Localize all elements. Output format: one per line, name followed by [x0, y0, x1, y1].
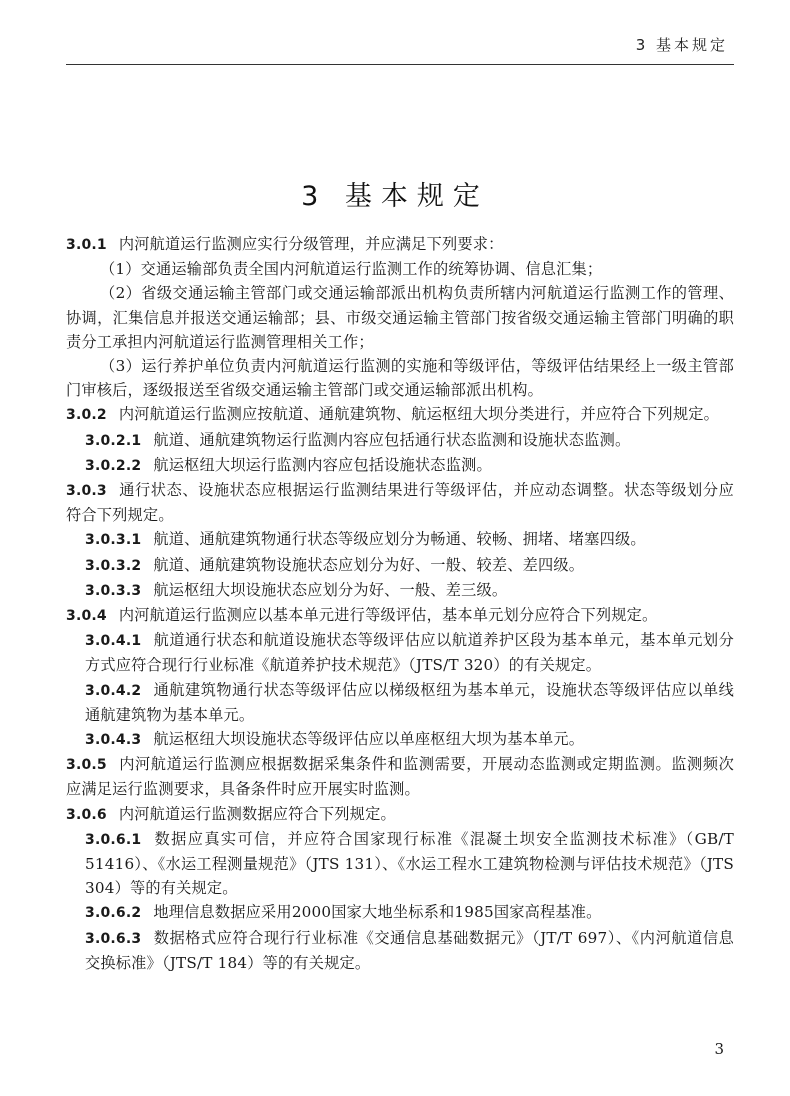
clause-3-0-5: 3.0.5 内河航道运行监测应根据数据采集条件和监测需要，开展动态监测或定期监测。监测频次应满足运行监测要求，具备条件时应开展实时监测。	[66, 755, 734, 799]
list-item-3: （3）运行养护单位负责内河航道运行监测的实施和等级评估，等级评估结果经上一级主管部门审核后，逐级报送至省级交通运输主管部门或交通运输部派出机构。	[66, 357, 734, 400]
clause-3-0-2: 3.0.2 内河航道运行监测应按航道、通航建筑物、航运枢纽大坝分类进行，并应符合下列规定。	[66, 405, 719, 424]
clause-3-0-3-2: 3.0.3.2 航道、通航建筑物设施状态应划分为好、一般、较差、差四级。	[85, 555, 585, 574]
chapter-title: 3 基本规定	[301, 181, 489, 212]
body-text	[66, 232, 734, 975]
clause-3-0-3-1: 3.0.3.1 航道、通航建筑物通行状态等级应划分为畅通、较畅、拥堵、堵塞四级。	[85, 530, 646, 549]
clause-3-0-4: 3.0.4 内河航道运行监测应以基本单元进行等级评估，基本单元划分应符合下列规定。	[66, 606, 658, 625]
clause-3-0-4-2: 3.0.4.2 通航建筑物通行状态等级评估应以梯级枢纽为基本单元，设施状态等级评估应以单线通航建筑物为基本单元。	[85, 680, 734, 724]
list-item-1: （1）交通运输部负责全国内河航道运行监测工作的统筹协调、信息汇集；	[100, 260, 603, 279]
clause-3-0-2-2: 3.0.2.2 航运枢纽大坝运行监测内容应包括设施状态监测。	[85, 455, 492, 474]
clause-3-0-4-1: 3.0.4.1 航道通行状态和航道设施状态等级评估应以航道养护区段为基本单元，基本单元划分方式应符合现行行业标准《航道养护技术规范》（JTS/T 320）的有关规定。	[85, 631, 734, 675]
list-item-2: （2）省级交通运输主管部门或交通运输部派出机构负责所辖内河航道运行监测工作的管理、协调，汇集信息并报送交通运输部；县、市级交通运输主管部门按省级交通运输主管部门明确的职责分工承担内河航道运行监测管理相关工作；	[66, 284, 734, 351]
clause-3-0-1: 3.0.1 内河航道运行监测应实行分级管理，并应满足下列要求：	[66, 235, 504, 253]
clause-3-0-6: 3.0.6 内河航道运行监测数据应符合下列规定。	[66, 804, 396, 823]
running-head-title: 3 基本规定	[635, 36, 728, 54]
clause-3-0-6-2: 3.0.6.2 地理信息数据应采用2000国家大地坐标系和1985国家高程基准。	[85, 903, 602, 922]
clause-3-0-4-3: 3.0.4.3 航运枢纽大坝设施状态等级评估应以单座枢纽大坝为基本单元。	[85, 730, 585, 749]
header-rule	[66, 64, 734, 65]
page-number: 3	[714, 1040, 724, 1058]
clause-3-0-3: 3.0.3 通行状态、设施状态应根据运行监测结果进行等级评估，并应动态调整。状态等级划分应符合下列规定。	[66, 481, 734, 525]
clause-3-0-3-3: 3.0.3.3 航运枢纽大坝设施状态应划分为好、一般、差三级。	[85, 580, 508, 599]
clause-3-0-6-1: 3.0.6.1 数据应真实可信，并应符合国家现行标准《混凝土坝安全监测技术标准》（GB/T 51416）、《水运工程测量规范》（JTS 131）、《水运工程水工建筑物检测与评估技术规范》（JTS 304）等的有关规定。	[85, 829, 734, 898]
clause-3-0-2-1: 3.0.2.1 航道、通航建筑物运行监测内容应包括通行状态监测和设施状态监测。	[85, 430, 631, 449]
clause-3-0-6-3: 3.0.6.3 数据格式应符合现行行业标准《交通信息基础数据元》（JT/T 697）、《内河航道信息交换标准》（JTS/T 184）等的有关规定。	[85, 928, 734, 972]
